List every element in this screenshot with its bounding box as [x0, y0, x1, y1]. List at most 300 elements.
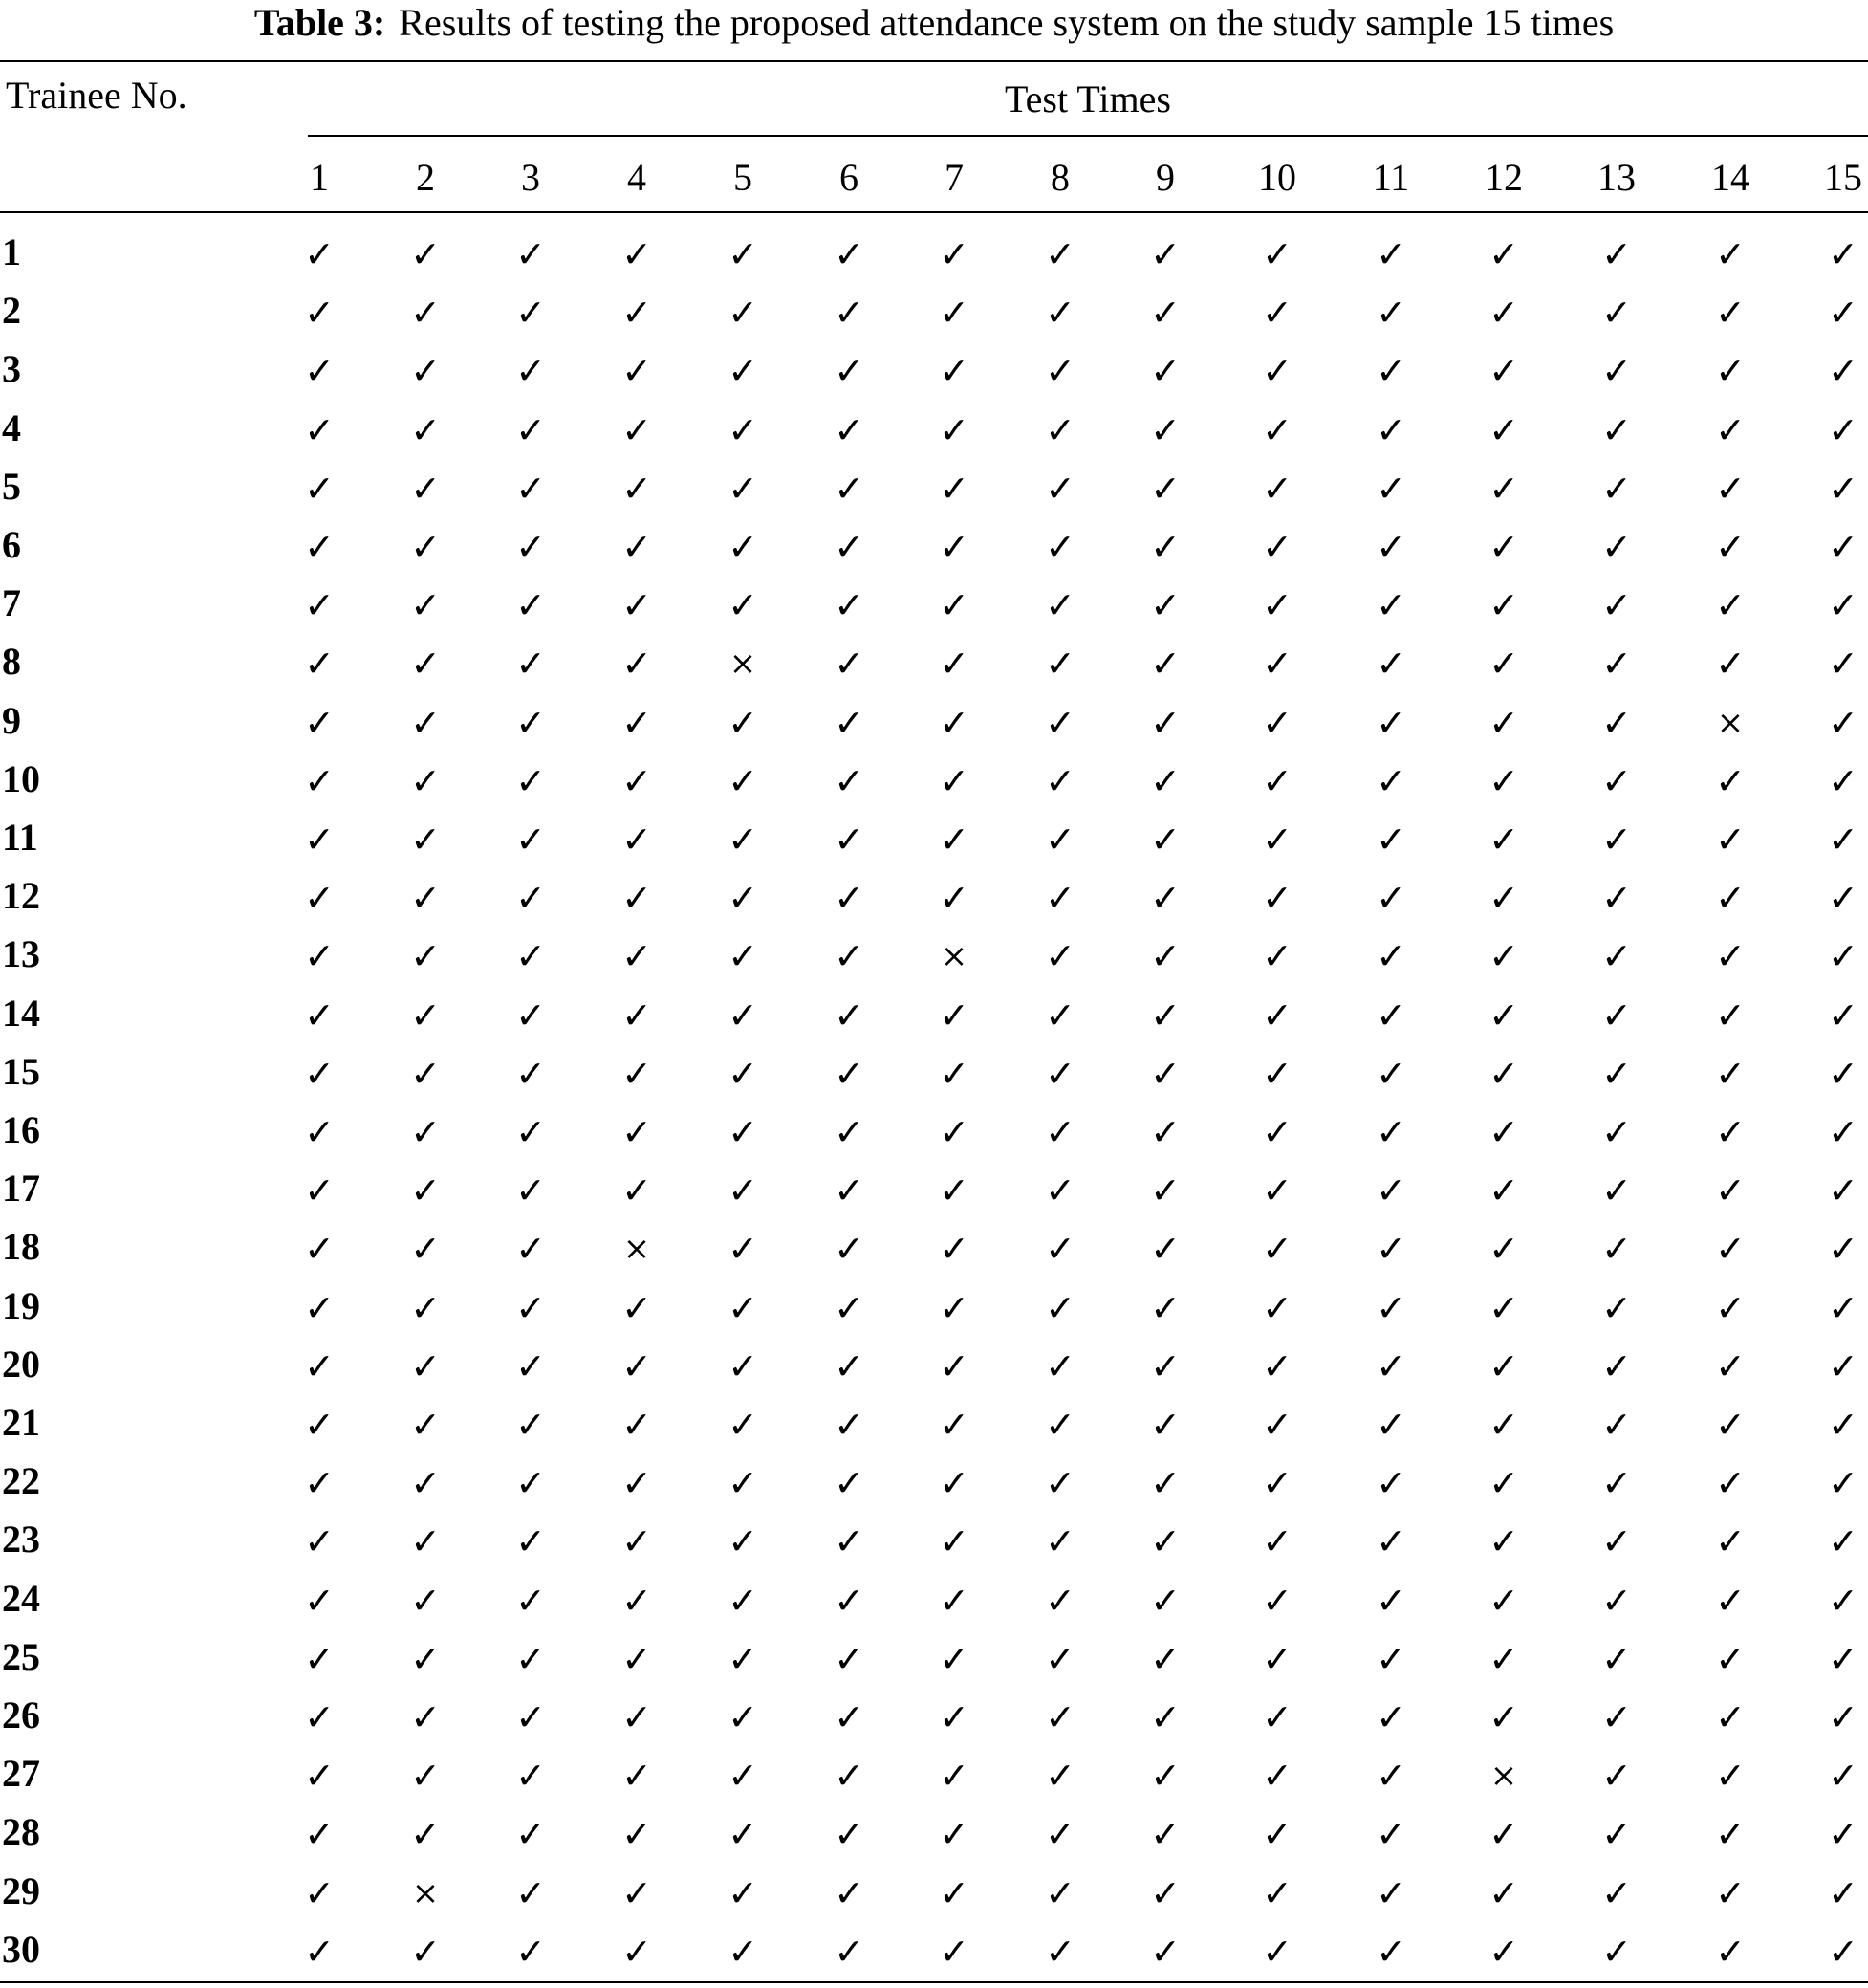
trainee-number: 7 [2, 581, 21, 625]
check-mark-icon: ✓ [1045, 1404, 1075, 1446]
check-mark-icon: ✓ [1262, 877, 1292, 920]
check-mark-icon: ✓ [1715, 819, 1746, 861]
check-mark-icon: ✓ [834, 1637, 864, 1680]
check-mark-icon: ✓ [1601, 1344, 1632, 1387]
trainee-number: 23 [2, 1518, 40, 1562]
check-mark-icon: ✓ [939, 408, 969, 451]
cross-mark-icon: × [940, 937, 968, 976]
check-mark-icon: ✓ [621, 1462, 652, 1505]
check-mark-icon: ✓ [515, 1637, 546, 1680]
check-mark-icon: ✓ [939, 1169, 969, 1212]
check-mark-icon: ✓ [515, 643, 546, 686]
check-mark-icon: ✓ [1045, 1579, 1075, 1622]
check-mark-icon: ✓ [1601, 935, 1632, 978]
check-mark-icon: ✓ [1488, 1111, 1519, 1153]
test-column-header: 4 [627, 156, 646, 199]
check-mark-icon: ✓ [1601, 1404, 1632, 1446]
check-mark-icon: ✓ [621, 1813, 652, 1856]
check-mark-icon: ✓ [1376, 584, 1406, 627]
check-mark-icon: ✓ [621, 935, 652, 978]
check-mark-icon: ✓ [834, 350, 864, 393]
check-mark-icon: ✓ [410, 350, 441, 393]
check-mark-icon: ✓ [1488, 1871, 1519, 1914]
check-mark-icon: ✓ [834, 759, 864, 802]
check-mark-icon: ✓ [1150, 1755, 1181, 1798]
check-mark-icon: ✓ [304, 1696, 335, 1738]
check-mark-icon: ✓ [939, 1052, 969, 1095]
check-mark-icon: ✓ [1715, 994, 1746, 1037]
check-mark-icon: ✓ [834, 526, 864, 568]
check-mark-icon: ✓ [621, 759, 652, 802]
check-mark-icon: ✓ [834, 643, 864, 686]
check-mark-icon: ✓ [621, 1344, 652, 1387]
check-mark-icon: ✓ [621, 877, 652, 920]
trainee-number: 26 [2, 1693, 40, 1737]
check-mark-icon: ✓ [1715, 1169, 1746, 1212]
check-mark-icon: ✓ [939, 584, 969, 627]
check-mark-icon: ✓ [1601, 1286, 1632, 1329]
check-mark-icon: ✓ [1715, 1579, 1746, 1622]
check-mark-icon: ✓ [834, 1871, 864, 1914]
check-mark-icon: ✓ [1488, 1930, 1519, 1973]
check-mark-icon: ✓ [1601, 1871, 1632, 1914]
check-mark-icon: ✓ [1376, 1871, 1406, 1914]
check-mark-icon: ✓ [410, 643, 441, 686]
check-mark-icon: ✓ [834, 467, 864, 510]
check-mark-icon: ✓ [1601, 759, 1632, 802]
check-mark-icon: ✓ [939, 701, 969, 744]
check-mark-icon: ✓ [834, 233, 864, 275]
test-column-header: 10 [1258, 156, 1296, 199]
check-mark-icon: ✓ [939, 819, 969, 861]
check-mark-icon: ✓ [1262, 819, 1292, 861]
trainee-number: 11 [2, 816, 38, 859]
trainee-number: 4 [2, 405, 21, 449]
check-mark-icon: ✓ [1045, 935, 1075, 978]
check-mark-icon: ✓ [1715, 1404, 1746, 1446]
check-mark-icon: ✓ [834, 701, 864, 744]
check-mark-icon: ✓ [1715, 1813, 1746, 1856]
check-mark-icon: ✓ [1828, 1813, 1858, 1856]
check-mark-icon: ✓ [834, 1813, 864, 1856]
check-mark-icon: ✓ [1376, 292, 1406, 335]
trainee-number: 5 [2, 464, 21, 508]
test-times-group-header: Test Times [1005, 77, 1171, 120]
check-mark-icon: ✓ [1376, 759, 1406, 802]
check-mark-icon: ✓ [1715, 350, 1746, 393]
check-mark-icon: ✓ [515, 1813, 546, 1856]
check-mark-icon: ✓ [728, 233, 758, 275]
check-mark-icon: ✓ [1262, 408, 1292, 451]
check-mark-icon: ✓ [1262, 1169, 1292, 1212]
test-column-header: 3 [521, 156, 540, 199]
check-mark-icon: ✓ [304, 408, 335, 451]
check-mark-icon: ✓ [1262, 1344, 1292, 1387]
trainee-number: 3 [2, 347, 21, 391]
check-mark-icon: ✓ [1045, 350, 1075, 393]
trainee-number: 25 [2, 1634, 40, 1678]
check-mark-icon: ✓ [1376, 1404, 1406, 1446]
header-group-rule [308, 135, 1868, 137]
check-mark-icon: ✓ [1488, 1637, 1519, 1680]
check-mark-icon: ✓ [939, 1520, 969, 1563]
check-mark-icon: ✓ [728, 1286, 758, 1329]
trainee-number: 18 [2, 1225, 40, 1269]
check-mark-icon: ✓ [410, 1637, 441, 1680]
trainee-number: 6 [2, 523, 21, 566]
trainee-number: 8 [2, 640, 21, 684]
check-mark-icon: ✓ [1150, 877, 1181, 920]
check-mark-icon: ✓ [939, 1755, 969, 1798]
check-mark-icon: ✓ [1045, 467, 1075, 510]
check-mark-icon: ✓ [1488, 350, 1519, 393]
check-mark-icon: ✓ [1488, 584, 1519, 627]
check-mark-icon: ✓ [939, 467, 969, 510]
check-mark-icon: ✓ [410, 1404, 441, 1446]
check-mark-icon: ✓ [1150, 1696, 1181, 1738]
check-mark-icon: ✓ [1488, 1696, 1519, 1738]
check-mark-icon: ✓ [1488, 1344, 1519, 1387]
check-mark-icon: ✓ [515, 994, 546, 1037]
check-mark-icon: ✓ [304, 1637, 335, 1680]
check-mark-icon: ✓ [939, 994, 969, 1037]
check-mark-icon: ✓ [1045, 408, 1075, 451]
check-mark-icon: ✓ [1601, 643, 1632, 686]
check-mark-icon: ✓ [1601, 408, 1632, 451]
check-mark-icon: ✓ [1715, 1755, 1746, 1798]
test-column-header: 9 [1156, 156, 1175, 199]
check-mark-icon: ✓ [515, 877, 546, 920]
trainee-number: 14 [2, 991, 40, 1035]
check-mark-icon: ✓ [621, 1404, 652, 1446]
test-column-header: 15 [1824, 156, 1862, 199]
check-mark-icon: ✓ [939, 1111, 969, 1153]
check-mark-icon: ✓ [834, 1579, 864, 1622]
check-mark-icon: ✓ [410, 1579, 441, 1622]
check-mark-icon: ✓ [1828, 643, 1858, 686]
check-mark-icon: ✓ [304, 877, 335, 920]
check-mark-icon: ✓ [621, 994, 652, 1037]
check-mark-icon: ✓ [939, 1579, 969, 1622]
check-mark-icon: ✓ [1601, 584, 1632, 627]
check-mark-icon: ✓ [728, 1344, 758, 1387]
check-mark-icon: ✓ [1828, 350, 1858, 393]
trainee-number: 29 [2, 1868, 40, 1912]
check-mark-icon: ✓ [939, 1637, 969, 1680]
check-mark-icon: ✓ [1045, 1637, 1075, 1680]
trainee-number: 24 [2, 1576, 40, 1620]
check-mark-icon: ✓ [834, 1052, 864, 1095]
check-mark-icon: ✓ [1150, 643, 1181, 686]
check-mark-icon: ✓ [1262, 759, 1292, 802]
check-mark-icon: ✓ [1262, 1579, 1292, 1622]
check-mark-icon: ✓ [1828, 819, 1858, 861]
check-mark-icon: ✓ [1488, 759, 1519, 802]
check-mark-icon: ✓ [834, 1404, 864, 1446]
check-mark-icon: ✓ [1376, 877, 1406, 920]
check-mark-icon: ✓ [939, 350, 969, 393]
check-mark-icon: ✓ [1150, 350, 1181, 393]
check-mark-icon: ✓ [621, 1520, 652, 1563]
check-mark-icon: ✓ [621, 292, 652, 335]
check-mark-icon: ✓ [1715, 1228, 1746, 1271]
check-mark-icon: ✓ [410, 759, 441, 802]
check-mark-icon: ✓ [1715, 1052, 1746, 1095]
check-mark-icon: ✓ [1828, 1930, 1858, 1973]
check-mark-icon: ✓ [728, 1228, 758, 1271]
check-mark-icon: ✓ [304, 1404, 335, 1446]
check-mark-icon: ✓ [515, 1404, 546, 1446]
check-mark-icon: ✓ [515, 526, 546, 568]
trainee-number: 9 [2, 698, 21, 742]
check-mark-icon: ✓ [939, 1462, 969, 1505]
check-mark-icon: ✓ [1150, 1228, 1181, 1271]
check-mark-icon: ✓ [1376, 994, 1406, 1037]
cross-mark-icon: × [411, 1873, 440, 1912]
check-mark-icon: ✓ [1262, 1520, 1292, 1563]
check-mark-icon: ✓ [1150, 935, 1181, 978]
check-mark-icon: ✓ [1715, 643, 1746, 686]
check-mark-icon: ✓ [1262, 1871, 1292, 1914]
check-mark-icon: ✓ [728, 1169, 758, 1212]
check-mark-icon: ✓ [621, 643, 652, 686]
check-mark-icon: ✓ [1262, 1813, 1292, 1856]
check-mark-icon: ✓ [1045, 994, 1075, 1037]
check-mark-icon: ✓ [1262, 1637, 1292, 1680]
check-mark-icon: ✓ [1376, 701, 1406, 744]
check-mark-icon: ✓ [1262, 1930, 1292, 1973]
check-mark-icon: ✓ [1601, 1813, 1632, 1856]
check-mark-icon: ✓ [1488, 233, 1519, 275]
check-mark-icon: ✓ [304, 759, 335, 802]
check-mark-icon: ✓ [1601, 1930, 1632, 1973]
check-mark-icon: ✓ [1045, 1930, 1075, 1973]
cross-mark-icon: × [728, 644, 757, 684]
check-mark-icon: ✓ [1828, 1871, 1858, 1914]
trainee-number: 15 [2, 1049, 40, 1093]
check-mark-icon: ✓ [1150, 701, 1181, 744]
check-mark-icon: ✓ [834, 292, 864, 335]
check-mark-icon: ✓ [1601, 1169, 1632, 1212]
check-mark-icon: ✓ [304, 1871, 335, 1914]
check-mark-icon: ✓ [1828, 1169, 1858, 1212]
check-mark-icon: ✓ [1715, 408, 1746, 451]
check-mark-icon: ✓ [1150, 1111, 1181, 1153]
check-mark-icon: ✓ [1045, 1871, 1075, 1914]
check-mark-icon: ✓ [304, 1344, 335, 1387]
check-mark-icon: ✓ [1150, 233, 1181, 275]
check-mark-icon: ✓ [1601, 994, 1632, 1037]
check-mark-icon: ✓ [1715, 584, 1746, 627]
check-mark-icon: ✓ [304, 819, 335, 861]
check-mark-icon: ✓ [1262, 701, 1292, 744]
check-mark-icon: ✓ [728, 877, 758, 920]
check-mark-icon: ✓ [1715, 1462, 1746, 1505]
check-mark-icon: ✓ [515, 1520, 546, 1563]
check-mark-icon: ✓ [1045, 877, 1075, 920]
check-mark-icon: ✓ [728, 584, 758, 627]
check-mark-icon: ✓ [515, 759, 546, 802]
check-mark-icon: ✓ [1488, 1462, 1519, 1505]
check-mark-icon: ✓ [1150, 292, 1181, 335]
check-mark-icon: ✓ [304, 1813, 335, 1856]
check-mark-icon: ✓ [728, 1696, 758, 1738]
check-mark-icon: ✓ [1828, 935, 1858, 978]
check-mark-icon: ✓ [1150, 994, 1181, 1037]
check-mark-icon: ✓ [834, 935, 864, 978]
check-mark-icon: ✓ [515, 1462, 546, 1505]
check-mark-icon: ✓ [410, 1755, 441, 1798]
check-mark-icon: ✓ [621, 233, 652, 275]
check-mark-icon: ✓ [1376, 1462, 1406, 1505]
check-mark-icon: ✓ [1828, 877, 1858, 920]
check-mark-icon: ✓ [304, 1052, 335, 1095]
check-mark-icon: ✓ [1488, 701, 1519, 744]
check-mark-icon: ✓ [834, 819, 864, 861]
check-mark-icon: ✓ [1376, 1520, 1406, 1563]
check-mark-icon: ✓ [1376, 1930, 1406, 1973]
check-mark-icon: ✓ [410, 877, 441, 920]
trainee-number: 12 [2, 874, 40, 918]
check-mark-icon: ✓ [728, 1813, 758, 1856]
check-mark-icon: ✓ [621, 1111, 652, 1153]
check-mark-icon: ✓ [1262, 350, 1292, 393]
check-mark-icon: ✓ [1376, 233, 1406, 275]
check-mark-icon: ✓ [939, 1696, 969, 1738]
trainee-number: 13 [2, 932, 40, 976]
check-mark-icon: ✓ [1150, 819, 1181, 861]
check-mark-icon: ✓ [834, 408, 864, 451]
check-mark-icon: ✓ [1488, 935, 1519, 978]
check-mark-icon: ✓ [304, 643, 335, 686]
check-mark-icon: ✓ [621, 526, 652, 568]
check-mark-icon: ✓ [1376, 643, 1406, 686]
check-mark-icon: ✓ [1828, 584, 1858, 627]
check-mark-icon: ✓ [1828, 701, 1858, 744]
check-mark-icon: ✓ [304, 350, 335, 393]
test-column-header: 12 [1485, 156, 1523, 199]
check-mark-icon: ✓ [728, 819, 758, 861]
check-mark-icon: ✓ [1262, 1228, 1292, 1271]
check-mark-icon: ✓ [1376, 350, 1406, 393]
check-mark-icon: ✓ [621, 819, 652, 861]
test-column-header: 13 [1597, 156, 1636, 199]
check-mark-icon: ✓ [939, 1930, 969, 1973]
check-mark-icon: ✓ [1376, 1637, 1406, 1680]
check-mark-icon: ✓ [834, 1520, 864, 1563]
check-mark-icon: ✓ [939, 233, 969, 275]
check-mark-icon: ✓ [1376, 1344, 1406, 1387]
trainee-number: 19 [2, 1283, 40, 1327]
check-mark-icon: ✓ [834, 1930, 864, 1973]
check-mark-icon: ✓ [939, 877, 969, 920]
check-mark-icon: ✓ [1601, 1228, 1632, 1271]
check-mark-icon: ✓ [410, 1228, 441, 1271]
check-mark-icon: ✓ [728, 701, 758, 744]
trainee-number: 22 [2, 1459, 40, 1503]
cross-mark-icon: × [622, 1230, 651, 1269]
check-mark-icon: ✓ [728, 1052, 758, 1095]
trainee-number: 20 [2, 1342, 40, 1386]
check-mark-icon: ✓ [1045, 1813, 1075, 1856]
check-mark-icon: ✓ [304, 994, 335, 1037]
check-mark-icon: ✓ [304, 701, 335, 744]
check-mark-icon: ✓ [1715, 467, 1746, 510]
check-mark-icon: ✓ [939, 1228, 969, 1271]
check-mark-icon: ✓ [515, 701, 546, 744]
check-mark-icon: ✓ [304, 1520, 335, 1563]
check-mark-icon: ✓ [1488, 1404, 1519, 1446]
check-mark-icon: ✓ [1376, 935, 1406, 978]
check-mark-icon: ✓ [1601, 1696, 1632, 1738]
check-mark-icon: ✓ [1715, 233, 1746, 275]
trainee-number: 2 [2, 289, 21, 333]
table-caption-text: Results of testing the proposed attendance system on the study sample 15 times [399, 1, 1615, 44]
check-mark-icon: ✓ [515, 1871, 546, 1914]
check-mark-icon: ✓ [1150, 1052, 1181, 1095]
check-mark-icon: ✓ [1045, 1286, 1075, 1329]
check-mark-icon: ✓ [728, 759, 758, 802]
check-mark-icon: ✓ [939, 1286, 969, 1329]
check-mark-icon: ✓ [304, 935, 335, 978]
check-mark-icon: ✓ [1376, 1052, 1406, 1095]
check-mark-icon: ✓ [1488, 408, 1519, 451]
check-mark-icon: ✓ [1488, 467, 1519, 510]
check-mark-icon: ✓ [1828, 526, 1858, 568]
trainee-column-header: Trainee No. [6, 74, 187, 117]
check-mark-icon: ✓ [1150, 1462, 1181, 1505]
cross-mark-icon: × [1716, 703, 1745, 742]
check-mark-icon: ✓ [1488, 994, 1519, 1037]
check-mark-icon: ✓ [1488, 877, 1519, 920]
check-mark-icon: ✓ [410, 292, 441, 335]
check-mark-icon: ✓ [1488, 643, 1519, 686]
check-mark-icon: ✓ [410, 819, 441, 861]
check-mark-icon: ✓ [1828, 292, 1858, 335]
test-column-header: 6 [839, 156, 858, 199]
check-mark-icon: ✓ [1376, 1696, 1406, 1738]
check-mark-icon: ✓ [1828, 1111, 1858, 1153]
check-mark-icon: ✓ [1828, 1755, 1858, 1798]
check-mark-icon: ✓ [1376, 1169, 1406, 1212]
check-mark-icon: ✓ [939, 759, 969, 802]
check-mark-icon: ✓ [410, 467, 441, 510]
check-mark-icon: ✓ [621, 1871, 652, 1914]
check-mark-icon: ✓ [728, 1404, 758, 1446]
check-mark-icon: ✓ [728, 1930, 758, 1973]
check-mark-icon: ✓ [1262, 467, 1292, 510]
check-mark-icon: ✓ [939, 292, 969, 335]
check-mark-icon: ✓ [1601, 292, 1632, 335]
check-mark-icon: ✓ [834, 1344, 864, 1387]
check-mark-icon: ✓ [621, 701, 652, 744]
check-mark-icon: ✓ [410, 994, 441, 1037]
check-mark-icon: ✓ [1150, 1813, 1181, 1856]
check-mark-icon: ✓ [939, 1344, 969, 1387]
check-mark-icon: ✓ [304, 1169, 335, 1212]
check-mark-icon: ✓ [515, 467, 546, 510]
check-mark-icon: ✓ [1150, 408, 1181, 451]
check-mark-icon: ✓ [1715, 292, 1746, 335]
trainee-number: 30 [2, 1927, 40, 1971]
check-mark-icon: ✓ [1601, 233, 1632, 275]
check-mark-icon: ✓ [304, 526, 335, 568]
check-mark-icon: ✓ [621, 1755, 652, 1798]
check-mark-icon: ✓ [939, 643, 969, 686]
check-mark-icon: ✓ [1828, 1228, 1858, 1271]
check-mark-icon: ✓ [1488, 819, 1519, 861]
check-mark-icon: ✓ [1045, 1344, 1075, 1387]
